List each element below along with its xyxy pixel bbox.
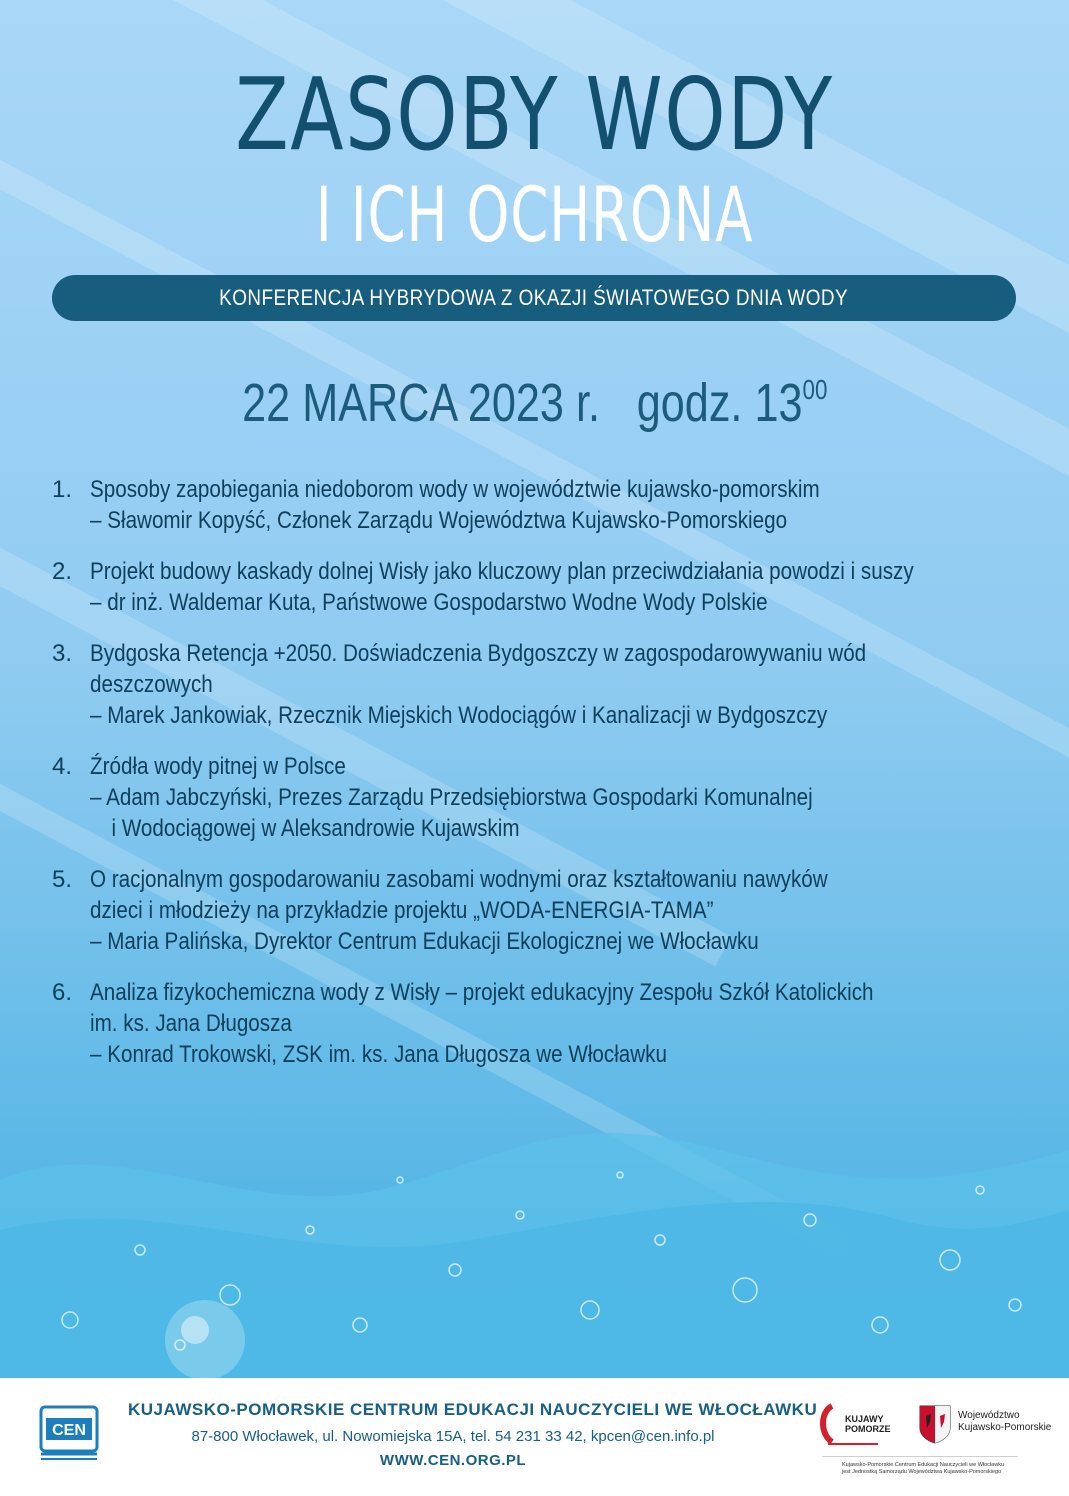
voivodeship-text: Województwo Kujawsko-Pomorskie bbox=[958, 1410, 1052, 1433]
agenda-item bbox=[52, 864, 1012, 957]
conference-banner bbox=[52, 275, 1016, 321]
agenda-item-title-cont: im. ks. Jana Długosza bbox=[90, 1010, 292, 1037]
voivodeship-crest-icon bbox=[918, 1404, 952, 1444]
agenda-item-speaker: – Adam Jabczyński, Prezes Zarządu Przedsiębiorstwa Gospodarki Komunalnej bbox=[90, 784, 813, 811]
agenda-item-number: 3. bbox=[52, 640, 73, 667]
agenda-item-title-cont: dzieci i młodzieży na przykładzie projektu „WODA-ENERGIA-TAMA” bbox=[90, 897, 714, 924]
agenda-item bbox=[52, 556, 1012, 618]
agenda-item bbox=[52, 977, 1012, 1070]
agenda-item-title: O racjonalnym gospodarowaniu zasobami wodnymi oraz kształtowaniu nawyków bbox=[90, 866, 828, 893]
agenda-item-speaker: – Sławomir Kopyść, Członek Zarządu Województwa Kujawsko-Pomorskiego bbox=[90, 507, 788, 534]
divider bbox=[822, 1456, 1018, 1457]
org-website-link[interactable]: WWW.CEN.ORG.PL bbox=[379, 1452, 527, 1469]
agenda-item-title: Bydgoska Retencja +2050. Doświadczenia Bydgoszczy w zagospodarowywaniu wód bbox=[90, 640, 867, 667]
agenda-item-title: Sposoby zapobiegania niedoborom wody w województwie kujawsko-pomorskim bbox=[90, 476, 820, 503]
agenda-item-speaker: – Maria Palińska, Dyrektor Centrum Edukacji Ekologicznej we Włocławku bbox=[90, 928, 759, 955]
agenda-item-number: 2. bbox=[52, 558, 73, 585]
footer bbox=[0, 1378, 1069, 1496]
agenda-item-number: 4. bbox=[52, 753, 73, 780]
agenda-item-title: Źródła wody pitnej w Polsce bbox=[90, 753, 346, 780]
agenda-item-number: 6. bbox=[52, 979, 73, 1006]
agenda-item bbox=[52, 474, 1012, 536]
agenda-item-number: 1. bbox=[52, 476, 73, 503]
agenda-list bbox=[52, 474, 1012, 1090]
agenda-item-title: Analiza fizykochemiczna wody z Wisły – projekt edukacyjny Zespołu Szkół Katolickich bbox=[90, 979, 874, 1006]
banner-text: KONFERENCJA HYBRYDOWA Z OKAZJI ŚWIATOWEGO DNIA WODY bbox=[219, 285, 849, 310]
agenda-item bbox=[52, 751, 1012, 844]
cen-logo-text: CEN bbox=[52, 1422, 86, 1439]
fine-print: Kujawsko-Pomorskie Centrum Edukacji Nauczycieli we Włocławku jest Jednostką Samorządu Województwa Kujawsko-Pomorskiego bbox=[842, 1462, 1004, 1475]
water-waves-graphic bbox=[0, 1120, 1069, 1380]
agenda-item-speaker: – Marek Jankowiak, Rzecznik Miejskich Wodociągów i Kanalizacji w Bydgoszczy bbox=[90, 702, 828, 729]
event-time-minutes: 00 bbox=[802, 374, 828, 405]
title-line-1: ZASOBY WODY bbox=[235, 56, 834, 173]
event-day: 22 MARCA 2023 r. bbox=[241, 373, 600, 433]
agenda-item-speaker-cont: i Wodociągowej w Aleksandrowie Kujawskim bbox=[111, 815, 520, 842]
agenda-item-speaker: – Konrad Trokowski, ZSK im. ks. Jana Długosza we Włocławku bbox=[90, 1041, 667, 1068]
org-name: KUJAWSKO-POMORSKIE CENTRUM EDUKACJI NAUCZYCIELI WE WŁOCŁAWKU bbox=[128, 1400, 818, 1419]
kujawy-pomorze-text: KUJAWY POMORZE bbox=[845, 1414, 891, 1434]
cen-logo bbox=[38, 1404, 100, 1462]
agenda-item-title: Projekt budowy kaskady dolnej Wisły jako kluczowy plan przeciwdziałania powodzi i suszy bbox=[90, 558, 914, 585]
agenda-item-title-cont: deszczowych bbox=[90, 671, 213, 698]
agenda-item-speaker: – dr inż. Waldemar Kuta, Państwowe Gospodarstwo Wodne Wody Polskie bbox=[90, 589, 768, 616]
org-address: 87-800 Włocławek, ul. Nowomiejska 15A, tel. 54 231 33 42, kpcen@cen.info.pl bbox=[191, 1428, 715, 1445]
title-line-2: I ICH OCHRONA bbox=[315, 170, 754, 259]
event-date bbox=[0, 355, 1069, 438]
agenda-item bbox=[52, 638, 1012, 731]
agenda-item-number: 5. bbox=[52, 866, 73, 893]
event-time: godz. 13 bbox=[636, 373, 803, 433]
